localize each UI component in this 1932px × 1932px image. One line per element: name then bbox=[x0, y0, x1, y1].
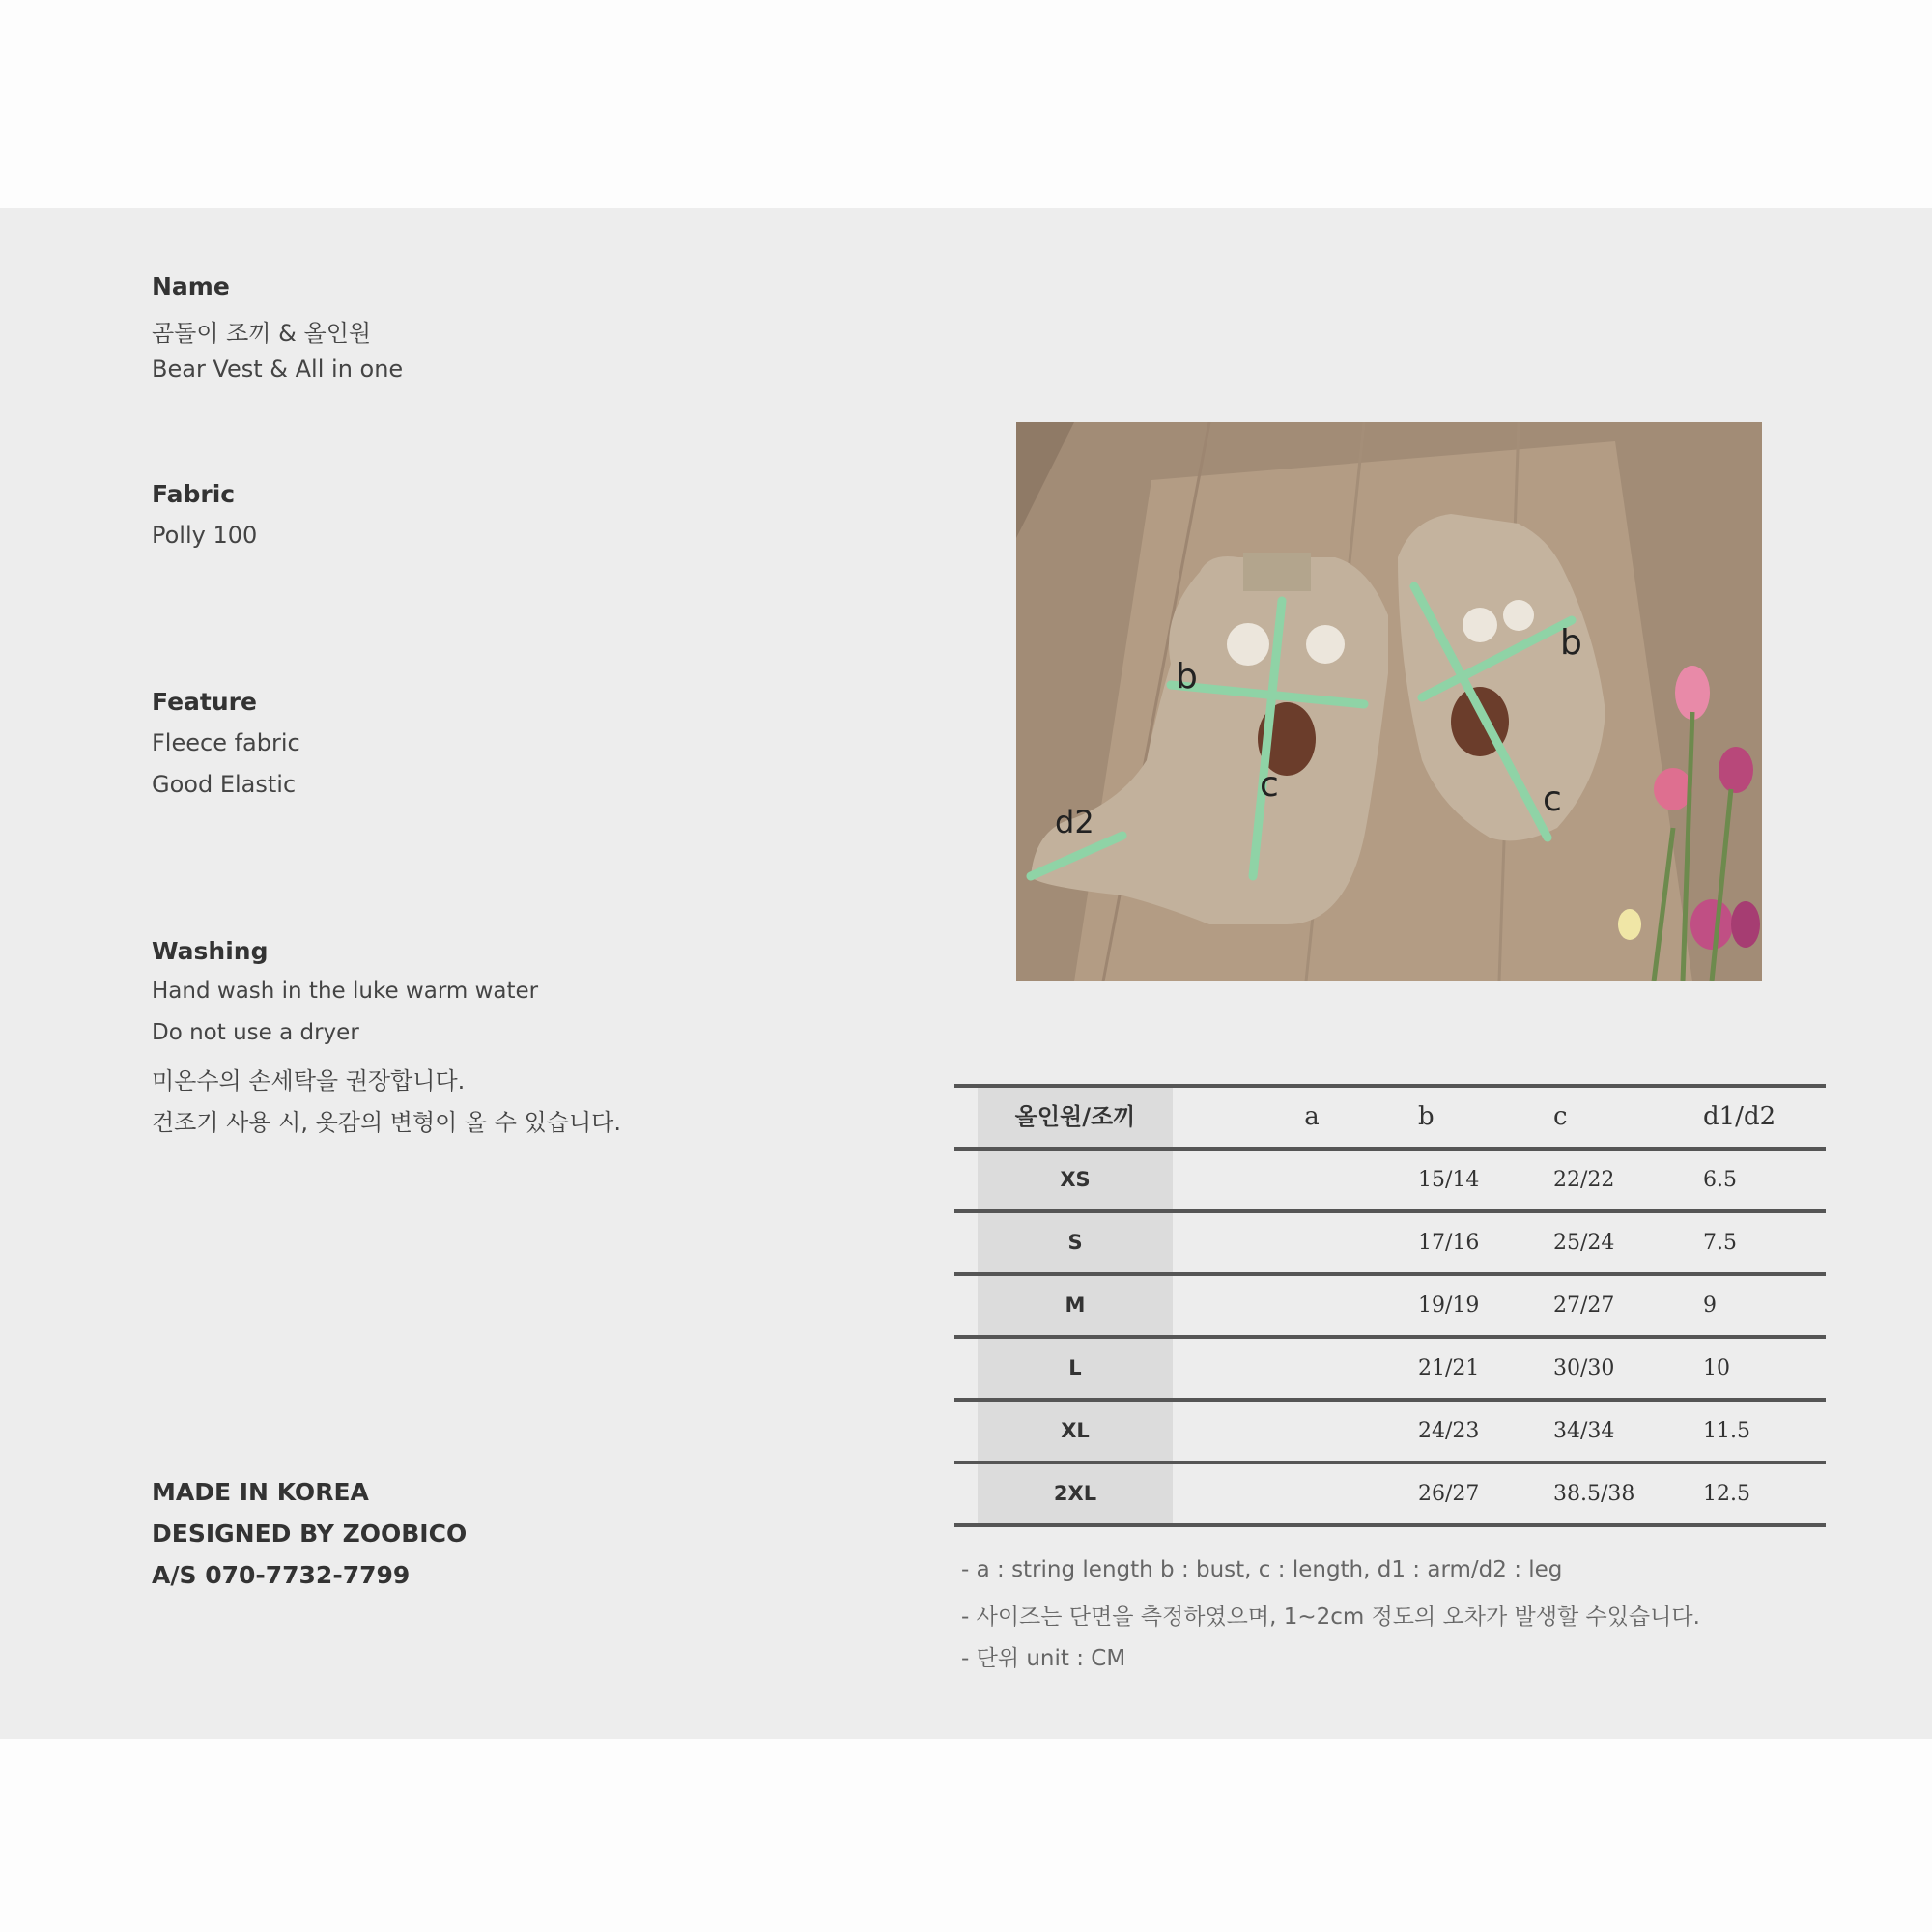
header-size: 올인원/조끼 bbox=[1014, 1103, 1136, 1130]
name-english: Bear Vest & All in one bbox=[152, 355, 404, 383]
header-c: c bbox=[1553, 1102, 1568, 1131]
cell-d: 9 bbox=[1703, 1293, 1717, 1318]
name-korean: 곰돌이 조끼 & 올인원 bbox=[152, 320, 372, 347]
label-c: c bbox=[1260, 765, 1279, 805]
cell-b: 17/16 bbox=[1418, 1231, 1480, 1255]
cell-a bbox=[1283, 1464, 1341, 1523]
cell-size: XS bbox=[1060, 1168, 1091, 1191]
label-d2: d2 bbox=[1055, 804, 1094, 840]
cell-b: 19/19 bbox=[1418, 1293, 1480, 1318]
cell-b: 26/27 bbox=[1418, 1482, 1480, 1506]
cell-b: 15/14 bbox=[1418, 1168, 1480, 1192]
washing-title: Washing bbox=[152, 937, 269, 965]
table-row bbox=[954, 1398, 1826, 1461]
cell-d: 6.5 bbox=[1703, 1168, 1737, 1192]
cell-c: 22/22 bbox=[1553, 1168, 1615, 1192]
label-b: b bbox=[1176, 657, 1198, 696]
washing-item: Do not use a dryer bbox=[152, 1020, 359, 1045]
washing-item: 미온수의 손세탁을 권장합니다. bbox=[152, 1067, 466, 1094]
designed-by-label: DESIGNED BY ZOOBICO bbox=[152, 1520, 468, 1548]
cell-c: 38.5/38 bbox=[1553, 1482, 1635, 1506]
cell-c: 27/27 bbox=[1553, 1293, 1615, 1318]
cell-size: XL bbox=[1061, 1419, 1090, 1442]
header-d: d1/d2 bbox=[1703, 1102, 1776, 1131]
made-in-label: MADE IN KOREA bbox=[152, 1478, 369, 1506]
note-legend: - a : string length b : bust, c : length, d1 : arm/d2 : leg bbox=[961, 1557, 1563, 1582]
feature-title: Feature bbox=[152, 688, 257, 716]
feature-item: Fleece fabric bbox=[152, 729, 300, 756]
product-photo-illustration bbox=[1016, 422, 1762, 981]
cell-size: 2XL bbox=[1053, 1482, 1097, 1505]
name-title: Name bbox=[152, 272, 230, 300]
table-header-row bbox=[954, 1084, 1826, 1147]
cell-a bbox=[1283, 1402, 1341, 1461]
cell-a bbox=[1283, 1276, 1341, 1335]
washing-item: 건조기 사용 시, 옷감의 변형이 올 수 있습니다. bbox=[152, 1109, 621, 1136]
table-row bbox=[954, 1335, 1826, 1398]
cell-c: 30/30 bbox=[1553, 1356, 1615, 1380]
fabric-value: Polly 100 bbox=[152, 522, 258, 549]
table-row bbox=[954, 1461, 1826, 1527]
cell-d: 7.5 bbox=[1703, 1231, 1737, 1255]
note-tolerance: - 사이즈는 단면을 측정하였으며, 1~2cm 정도의 오차가 발생할 수있습니다. bbox=[961, 1605, 1700, 1630]
table-row bbox=[954, 1272, 1826, 1335]
cell-c: 25/24 bbox=[1553, 1231, 1615, 1255]
cell-size: S bbox=[1067, 1231, 1083, 1254]
cell-a bbox=[1283, 1151, 1341, 1209]
header-a: a bbox=[1304, 1102, 1320, 1131]
cell-d: 10 bbox=[1703, 1356, 1730, 1380]
note-unit: - 단위 unit : CM bbox=[961, 1646, 1126, 1671]
label-c: c bbox=[1543, 780, 1562, 819]
label-b: b bbox=[1560, 623, 1582, 663]
cell-b: 24/23 bbox=[1418, 1419, 1480, 1443]
as-phone-label: A/S 070-7732-7799 bbox=[152, 1561, 411, 1589]
cell-d: 12.5 bbox=[1703, 1482, 1750, 1506]
table-row bbox=[954, 1209, 1826, 1272]
cell-a bbox=[1283, 1213, 1341, 1272]
cell-size: L bbox=[1068, 1356, 1082, 1379]
cell-d: 11.5 bbox=[1703, 1419, 1750, 1443]
cell-b: 21/21 bbox=[1418, 1356, 1480, 1380]
cell-c: 34/34 bbox=[1553, 1419, 1615, 1443]
header-b: b bbox=[1418, 1102, 1435, 1131]
cell-size: M bbox=[1065, 1293, 1086, 1317]
cell-a bbox=[1283, 1339, 1341, 1398]
feature-item: Good Elastic bbox=[152, 771, 297, 798]
washing-item: Hand wash in the luke warm water bbox=[152, 979, 539, 1004]
product-photo bbox=[1016, 422, 1762, 981]
size-table bbox=[954, 1084, 1826, 1527]
table-row bbox=[954, 1147, 1826, 1209]
fabric-title: Fabric bbox=[152, 480, 236, 508]
